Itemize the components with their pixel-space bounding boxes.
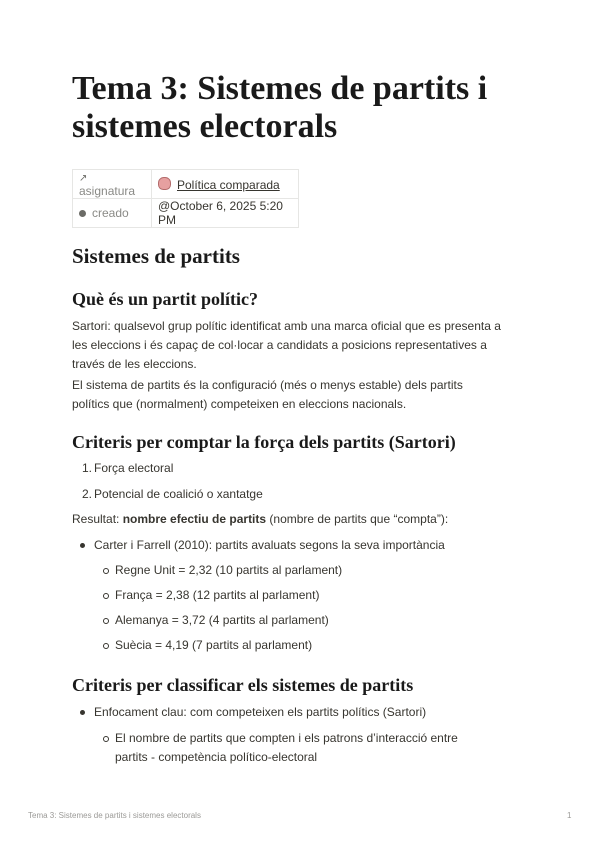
page-title: Tema 3: Sistemes de partits i sistemes electorals	[72, 70, 488, 145]
paragraph: Sartori: qualsevol grup polític identificat amb una marca oficial que es presenta a les eleccions i és capaç de col·locar a candidats a posicions representatives a través de les eleccions.	[72, 319, 501, 371]
arrow-up-right-icon: ↗	[79, 173, 88, 184]
brain-icon	[158, 177, 171, 190]
subject-link[interactable]: Política comparada	[177, 177, 280, 192]
created-date: @October 6, 2025 5:20 PM	[158, 199, 283, 227]
bullet-marker	[80, 710, 85, 715]
property-key: creado	[73, 199, 152, 228]
subsection-heading: Criteris per classificar els sistemes de partits	[72, 675, 414, 695]
property-value	[152, 170, 299, 199]
sub-bullet-marker	[103, 593, 109, 599]
sub-bullet-marker	[103, 643, 109, 649]
paragraph: El sistema de partits és la configuració (més o menys estable) dels partits polítics que (normalment) competeixen en eleccions nacionals.	[72, 378, 463, 411]
bullet-marker	[80, 543, 85, 548]
footer-title: Tema 3: Sistemes de partits i sistemes electorals	[28, 811, 201, 820]
result-paragraph: Resultat: nombre efectiu de partits (nombre de partits que “compta”):	[72, 512, 449, 526]
sub-bullet-marker	[103, 568, 109, 574]
property-key: ↗asignatura	[73, 170, 152, 199]
sub-bullet-marker	[103, 736, 109, 742]
subsection-heading: Què és un partit polític?	[72, 289, 259, 309]
property-value	[152, 199, 299, 228]
subsection-heading: Criteris per comptar la força dels partits (Sartori)	[72, 432, 456, 452]
footer-page-number: 1	[567, 811, 572, 820]
property-row-creado	[73, 199, 299, 228]
property-row-asignatura	[73, 170, 299, 199]
properties-table	[72, 169, 299, 228]
sub-bullet-marker	[103, 618, 109, 624]
section-heading: Sistemes de partits	[72, 244, 240, 268]
clock-icon	[79, 210, 86, 217]
